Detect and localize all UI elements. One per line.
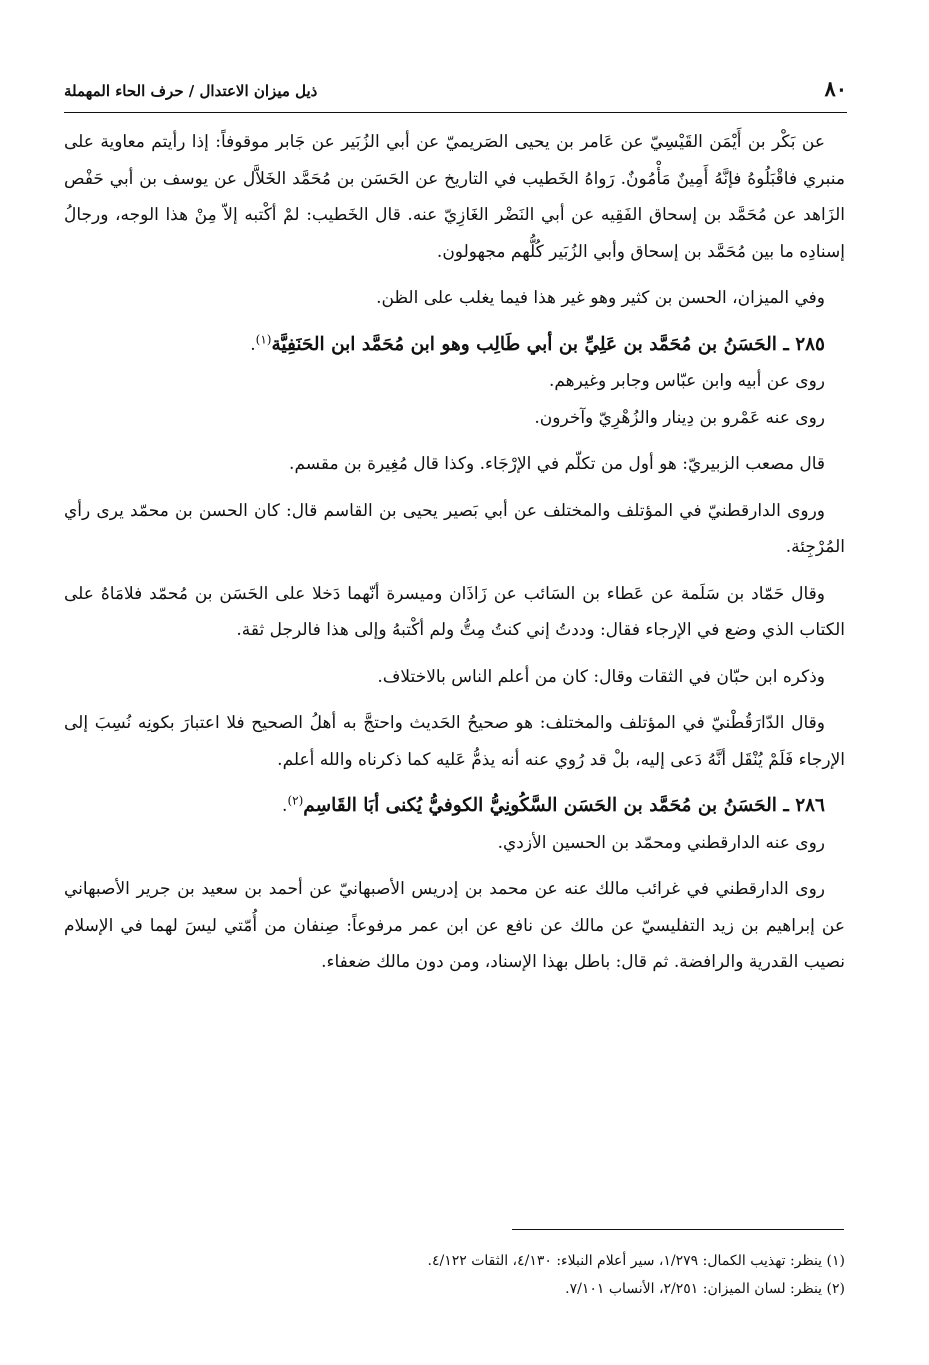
- paragraph: قال مصعب الزبيريّ: هو أول من تكلّم في الإرْجَاء. وكذا قال مُغِيرة بن مقسم.: [289, 454, 825, 474]
- narrator-line: روى عن أبيه وابن عبّاس وجابر وغيرهم.: [548, 371, 825, 391]
- entry-285-heading: ٢٨٥ ـ الحَسَنُ بن مُحَمَّد بن عَلِيِّ بن أبي طَالِب وهو ابن مُحَمَّد ابن الحَنَفِيَّة: [271, 333, 825, 355]
- entry-286-heading-line: [64, 788, 845, 825]
- entry-285-heading-line: [64, 327, 845, 364]
- entry-286-heading: ٢٨٦ ـ الحَسَنُ بن مُحَمَّد بن الحَسَن السَّكُونِيُّ الكوفيُّ يُكنى أبَا القَاسِم: [303, 795, 825, 816]
- paragraph: عن بَكْر بن أَيْمَن القَيْسِيّ عن عَامر بن يحيى الصَريميّ عن أبي الزُبَير عن جَابر موقوفاً: إذا رأيتم معاوية على منبري فاقْبَلُوهُ فإنَّهُ أَمِينٌ مَأْمُونٌ. رَواهُ الخَطيب في التاريخ عن الحَسَن بن مُحَمَّد الخَلاَّل عن يوسف بن أبي حَفْص الزَاهد عن مُحَمَّد بن إسحاق الفَقِيه عن أبي النَضْر الغَازِيّ عنه. قال الخَطيب: لمْ أكْتبه إلاّ مِنْ هذا الوجه، ورجالُ إسنادِه ما بين مُحَمَّد بن إسحاق وأبي الزُبَير كُلُّهم مجهولون.: [64, 132, 845, 262]
- footnote-marker-2: (٢): [287, 793, 304, 808]
- page-number: ٨٠: [824, 76, 847, 101]
- paragraph: وذكره ابن حبّان في الثقات وقال: كان من أعلم الناس بالاختلاف.: [377, 666, 825, 687]
- footnotes: [64, 1247, 845, 1303]
- heading-end: .: [250, 334, 256, 355]
- paragraph: وروى الدارقطنيّ في المؤتلف والمختلف عن أبي بَصير يحيى بن القاسم قال: كان الحسن بن محمّد يرى رأي المُرْجِئة.: [64, 500, 845, 557]
- page-body: [64, 124, 845, 981]
- paragraph: وفي الميزان، الحسن بن كثير وهو غير هذا فيما يغلب على الظن.: [376, 288, 825, 308]
- footnote-2: (٢) ينظر: لسان الميزان: ٢/٢٥١، الأنساب ٧/١٠١.: [565, 1281, 845, 1297]
- footnote-1: (١) ينظر: تهذيب الكمال: ١/٢٧٩، سير أعلام النبلاء: ٤/١٣٠، الثقات ٤/١٢٢.: [427, 1253, 845, 1269]
- paragraph: وقال الدّارَقُطْنيّ في المؤتلف والمختلف: هو صحيحُ الحَديث واحتجَّ به أهلُ الصحيح فلا اعتبارَ بكونِه نُسِبَ إلى الإرجاء فَلَمْ يُنْقَل أنَّهُ دَعى إليه، بلْ قد رُوي عنه أنه يذمُّ عَليه كما ذكرناه والله أعلم.: [64, 713, 845, 770]
- footnote-divider: [512, 1229, 844, 1230]
- paragraph: روى الدارقطني في غرائب مالك عنه عن محمد بن إدريس الأصبهانيّ عن أحمد بن سعيد بن جرير الأصبهاني عن إبراهيم بن زيد التفليسيّ عن مالك عن نافع عن ابن عمر مرفوعاً: صِنفان من أُمّتي ليسَ لهما في الإسلام نصيب القدرية والرافضة. ثم قال: باطل بهذا الإسناد، ومن دون مالك ضعفاء.: [64, 879, 845, 972]
- page-header: [64, 76, 847, 113]
- narrator-line: روى عنه عَمْرو بن دِينار والزُهْرِيّ وآخرون.: [534, 407, 825, 428]
- running-title: ذيل ميزان الاعتدال / حرف الحاء المهملة: [64, 82, 318, 100]
- paragraph: وقال حَمّاد بن سَلَمة عن عَطاء بن السَائب عن زَاذَان وميسرة أنّهما دَخلا على الحَسَن بن مُحمّد فلامَاهُ على الكتاب الذي وضع في الإرجاء فقال: وددتُ إني كنتُ مِتُّ ولم أكْتبهُ وإلى هذا فالرجل ثقة.: [64, 583, 845, 640]
- narrator-line: روى عنه الدارقطني ومحمّد بن الحسين الأزدي.: [497, 832, 825, 853]
- heading-end: .: [282, 796, 288, 816]
- footnote-marker-1: (١): [255, 331, 272, 346]
